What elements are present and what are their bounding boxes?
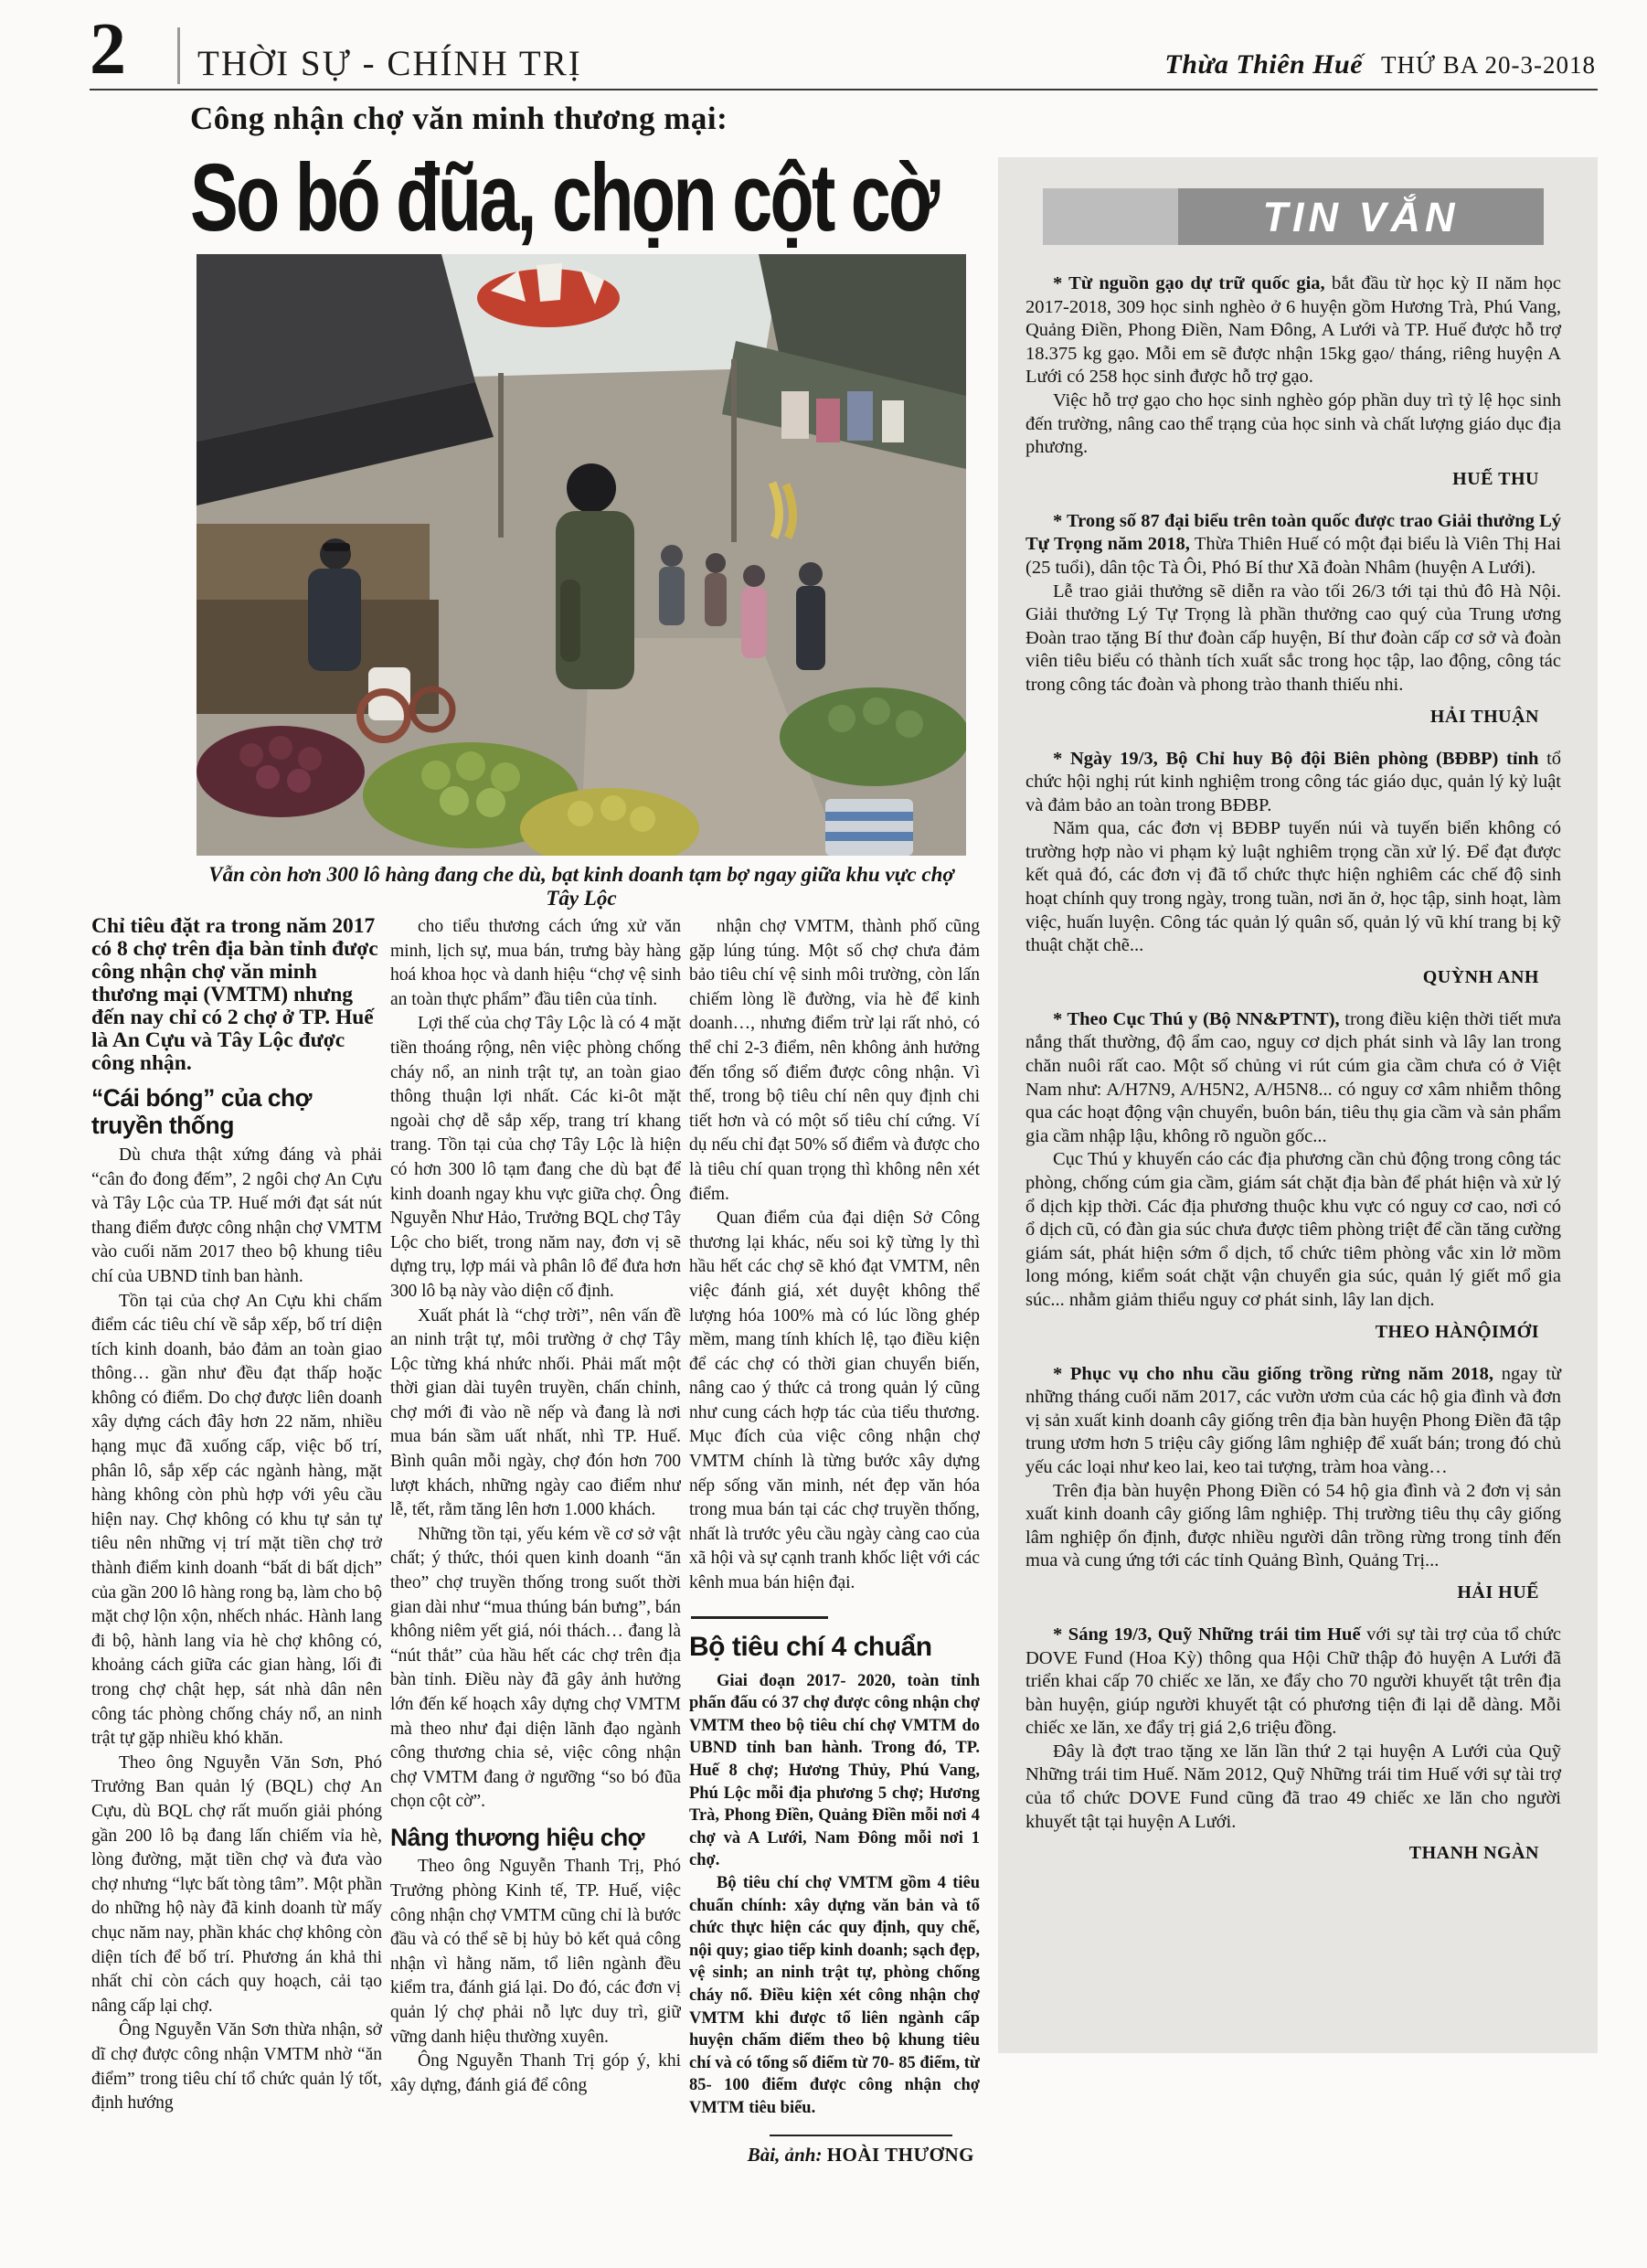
byline-label: Bài, ảnh: xyxy=(747,2143,823,2166)
photo-caption: Vẫn còn hơn 300 lô hàng đang che dù, bạt kinh doanh tạm bợ ngay giữa khu vực chợ Tây Lộc xyxy=(208,863,954,910)
brief-news-item xyxy=(1025,510,1561,728)
page-header xyxy=(90,9,1598,90)
brief-lead: * Từ nguồn gạo dự trữ quốc gia, xyxy=(1053,273,1325,293)
paragraph: Tồn tại của chợ An Cựu khi chấm điểm các tiêu chí về sắp xếp, bố trí diện tích kinh doanh, bảo đảm an toàn giao thông… gần như đều đạt thấp hoặc không có điểm. Do chợ được liên doanh xây dựng cách đây hơn 22 năm, nhiều hạng mục đã xuống cấp, việc bố trí, phân lô, sắp xếp các ngành hàng, mặt hàng không còn phù hợp với yêu cầu hiện nay. Chợ không có khu tự sản tự tiêu nên những vị trí mặt tiền chợ trở thành điểm kinh doanh “bất di bất dịch” của gần 200 lô hàng rong bạ, làm cho bộ mặt chợ lộn xộn, nhếch nhác. Hành lang đi bộ, hành lang vỉa hè chợ không có, khoảng cách giữa các gian hàng, lối đi trong chợ chật hẹp, sát nhà dân nên công tác phòng chống cháy nổ, an ninh trật tự gặp nhiều khó khăn. xyxy=(91,1291,382,1749)
brief-paragraph: Cục Thú y khuyến cáo các địa phương cần chủ động trong công tác phòng, chống cúm gia cầm, giám sát chặt địa bàn để phát hiện và xử lý ổ dịch kịp thời. Các địa phương thuộc khu vực có nguy cơ cao, nơi có ổ dịch cũ, có đàn gia súc chưa được tiêm phòng triệt để cần tăng cường giám sát, phát hiện sớm ổ dịch, tổ chức tiêm phòng vắc xin lở mồm long móng, kiểm soát chặt vận chuyển gia súc, quản lý giết mổ gia súc... nhằm giảm thiểu nguy cơ phát sinh, lây lan dịch. xyxy=(1025,1149,1561,1310)
paragraph: Những tồn tại, yếu kém về cơ sở vật chất; ý thức, thói quen kinh doanh “ăn theo” chợ truyền thống trong suốt thời gian dài như “mua thúng bán bưng”, bán không niêm yết giá, nói thách… đang là “nút thắt” của hầu hết các chợ trên địa bàn tỉnh. Điều này đã gây ảnh hưởng lớn đến kế hoạch xây dựng chợ VMTM mà theo như đại diện lãnh đạo ngành công thương chia sẻ, việc công nhận chợ VMTM đang ở ngưỡng “so bó đũa chọn cột cờ”. xyxy=(390,1524,681,1812)
brief-author: HUẾ THU xyxy=(1452,468,1539,489)
box-paragraph: Bộ tiêu chí chợ VMTM gồm 4 tiêu chuẩn chính: xây dựng văn bản và tổ chức thực hiện các quy định, quy chế, nội quy; giao tiếp kinh doanh; sạch đẹp, vệ sinh; an ninh trật tự, phòng chống cháy nổ. Điều kiện xét công nhận chợ VMTM khi được tổ liên ngành cấp huyện chấm điểm theo bộ khung tiêu chí và có tổng số điểm từ 70- 85 điểm, từ 85- 100 điểm được công nhận chợ VMTM tiêu biểu. xyxy=(689,1873,980,2117)
header-divider-bar xyxy=(177,27,180,84)
brief-paragraph: Đây là đợt trao tặng xe lăn lần thứ 2 tại huyện A Lưới của Quỹ Những trái tim Huế. Năm 2012, Quỹ Những trái tim Huế với sự tài trợ của tổ chức DOVE Fund cũng đã trao 49 chiếc xe lăn cho người khuyết tật tại huyện A Lưới. xyxy=(1025,1741,1561,1832)
brief-lead: * Sáng 19/3, Quỹ Những trái tim Huế xyxy=(1053,1624,1361,1645)
tin-van-header-dark-block xyxy=(1178,188,1544,245)
brief-lead-paragraph xyxy=(1025,510,1561,580)
brief-text: ngay từ những tháng cuối năm 2017, các vườn ươm của các hộ gia đình và đơn vị sản xuất kinh doanh cây giống trên địa bàn huyện Phong Điền đã tập trung ươm hơn 5 triệu cây giống lâm nghiệp để xuất bán; trong đó chủ yếu các loại như keo lai, keo tai tượng, tràm hoa vàng… xyxy=(1025,1363,1562,1477)
paragraph: Theo ông Nguyễn Văn Sơn, Phó Trưởng Ban quản lý (BQL) chợ An Cựu, dù BQL chợ rất muốn giải phóng gần 200 lô bạ đang lấn chiếm vỉa hè, lòng đường, mặt tiền chợ và đưa vào chợ nhưng “lực bất tòng tâm”. Một phần do những hộ này đã kinh doanh từ mấy chục năm nay, phần khác chợ không còn diện tích để bố trí. Phương án khả thi nhất chỉ còn cách quy hoạch, cải tạo nâng cấp lại chợ. xyxy=(91,1752,382,2016)
byline-rule xyxy=(770,2135,952,2136)
tin-van-title: TIN VẮN xyxy=(1262,193,1460,240)
brief-text: tổ chức hội nghị rút kinh nghiệm trong công tác giáo dục, quản lý kỷ luật và đảm bảo an toàn trong BĐBP. xyxy=(1025,748,1562,815)
header-rule xyxy=(90,89,1598,91)
brief-lead-paragraph xyxy=(1025,272,1561,389)
page-number: 2 xyxy=(90,9,126,90)
article-photo xyxy=(197,254,966,856)
brief-lead: * Ngày 19/3, Bộ Chỉ huy Bộ đội Biên phòng (BĐBP) tỉnh xyxy=(1053,748,1539,769)
brief-author: THANH NGÀN xyxy=(1408,1843,1539,1864)
article-column-3 xyxy=(689,915,980,2268)
brief-author: HẢI HUẾ xyxy=(1457,1581,1539,1603)
brief-news-item xyxy=(1025,1624,1561,1864)
brief-news-item xyxy=(1025,272,1561,490)
article-column-2 xyxy=(390,915,681,2268)
brief-text: Thừa Thiên Huế có một đại biểu là Viên Thị Hai (25 tuổi), dân tộc Tà Ôi, Phó Bí thư Xã đoàn Nhâm (huyện A Lưới). xyxy=(1025,534,1561,578)
market-photo-illustration xyxy=(197,254,966,856)
subhead-cai-bong: “Cái bóng” của chợ truyền thống xyxy=(91,1084,313,1140)
masthead xyxy=(1164,49,1596,80)
article-head xyxy=(190,101,969,252)
criteria-box xyxy=(689,1632,980,2120)
brief-text: với sự tài trợ của tổ chức DOVE Fund (Hoa Kỳ) thông qua Hội Chữ thập đỏ huyện A Lưới đã triển khai cấp 70 chiếc xe lăn, xe đẩy cho 70 người khuyết tật trên địa bàn huyện, giúp người khuyết tật có phương tiện đi lại dễ dàng. Mỗi chiếc xe lăn, xe đẩy trị giá 2,6 triệu đồng. xyxy=(1025,1624,1562,1739)
brief-text: trong điều kiện thời tiết mưa nắng thất thường, độ ẩm cao, nguy cơ dịch phát sinh và lây lan trong chăn nuôi rất cao. Một số chủng vi rút cúm gia cầm chưa có ở Việt Nam như: A/H7N9, A/H5N2, A/H5N8... có nguy cơ xâm nhiễm thông qua các hoạt động vận chuyển, buôn bán, tiêu thụ gia cầm và sản phẩm gia cầm nhập lậu, không rõ nguồn gốc... xyxy=(1025,1008,1561,1146)
issue-date: THỨ BA 20-3-2018 xyxy=(1381,51,1596,79)
paragraph: Lợi thế của chợ Tây Lộc là có 4 mặt tiền thoáng rộng, nên việc phòng chống cháy nổ, an ninh trật tự, an toàn giao thông thuận lợi nhất. Các ki-ôt mặt ngoài chợ dễ sắp xếp, trang trí khang trang. Tồn tại của chợ Tây Lộc là hiện có hơn 300 lô tạm đang che dù bạt để kinh doanh ngay khu vực giữa chợ. Ông Nguyễn Như Hảo, Trưởng BQL chợ Tây Lộc cho biết, trong năm nay, đơn vị sẽ dựng trụ, lợp mái và phân lô để đưa hơn 300 lô bạ này vào diện cố định. xyxy=(390,1014,681,1301)
brief-news-item xyxy=(1025,1008,1561,1343)
brief-lead: * Phục vụ cho nhu cầu giống trồng rừng năm 2018, xyxy=(1053,1363,1494,1384)
article-body xyxy=(91,915,980,2268)
brief-author: HẢI THUẬN xyxy=(1429,706,1539,727)
brief-lead-paragraph xyxy=(1025,1008,1561,1149)
article-headline: So bó đũa, chọn cột cờ xyxy=(190,144,938,252)
brief-text: bắt đầu từ học kỳ II năm học 2017-2018, 309 học sinh nghèo ở 6 huyện gồm Hương Trà, Phú Vang, Quảng Điền, Phong Điền, Nam Đông, A Lưới và TP. Huế được hỗ trợ 18.375 kg gạo. Mỗi em sẽ được nhận 15kg gạo/ tháng, riêng huyện A Lưới có 258 học sinh được hỗ trợ gạo. xyxy=(1025,273,1561,388)
brief-author: THEO HÀNỘIMỚI xyxy=(1375,1321,1539,1342)
paragraph: Xuất phát là “chợ trời”, nên vấn đề an ninh trật tự, môi trường ở chợ Tây Lộc từng khá nhức nhối. Phải mất một thời gian dài tuyên truyền, chấn chỉnh, chợ mới đi vào nề nếp và đang là nơi mua bán sầm uất nhất, nhì TP. Huế. Bình quân mỗi ngày, chợ đón hơn 700 lượt khách, những ngày cao điểm như lễ, tết, rằm tăng lên hơn 1.000 khách. xyxy=(390,1305,681,1520)
paragraph: cho tiểu thương cách ứng xử văn minh, lịch sự, mua bán, trưng bày hàng hoá khoa học và danh hiệu “chợ vệ sinh an toàn thực phẩm” đầu tiên của tỉnh. xyxy=(390,917,681,1009)
tin-van-sidebar xyxy=(998,157,1598,2053)
brief-news-item xyxy=(1025,748,1561,988)
box-title: Bộ tiêu chí 4 chuẩn xyxy=(689,1631,932,1662)
tin-van-header-light-block xyxy=(1043,188,1178,245)
brief-lead-paragraph xyxy=(1025,1624,1561,1741)
section-title: THỜI SỰ - CHÍNH TRỊ xyxy=(197,44,582,83)
paragraph: Quan điểm của đại diện Sở Công thương lại khác, nếu soi kỹ từng ly thì hầu hết các chợ sẽ khó đạt VMTM, nên việc đánh giá, xét duyệt không thể lượng hóa 100% mà có lúc lồng ghép mềm, mang tính khích lệ, tạo điều kiện để các chợ có thời gian chuyển biến, nâng cao ý thức cả trong quản lý cũng như cung cách hợp tác của tiểu thương. Mục đích của việc công nhận chợ VMTM chính là từng bước xây dựng nếp sống văn minh, nét đẹp văn hóa trong mua bán tại các chợ truyền thống, nhất là trước yêu cầu ngày càng cao của xã hội và sự cạnh tranh khốc liệt với các kênh mua bán hiện đại. xyxy=(689,1209,980,1593)
article-lede: Chỉ tiêu đặt ra trong năm 2017 có 8 chợ trên địa bàn tỉnh được công nhận chợ văn minh thương mại (VMTM) nhưng đến nay chỉ có 2 chợ ở TP. Huế là An Cựu và Tây Lộc được công nhận. xyxy=(91,915,378,1075)
tin-van-header xyxy=(1043,188,1544,245)
paper-name: Thừa Thiên Huế xyxy=(1164,49,1364,80)
article-column-1 xyxy=(91,915,382,2268)
article-kicker: Công nhận chợ văn minh thương mại: xyxy=(190,101,728,136)
paragraph: Dù chưa thật xứng đáng và phải “cân đo đong đếm”, 2 ngôi chợ An Cựu và Tây Lộc của TP. Huế mới đạt sát nút thang điểm được công nhận chợ VMTM vào cuối năm 2017 theo bộ khung tiêu chí của UBND tỉnh ban hành. xyxy=(91,1145,382,1286)
brief-paragraph: Việc hỗ trợ gạo cho học sinh nghèo góp phần duy trì tỷ lệ học sinh đến trường, nâng cao thể trạng của học sinh và chất lượng giáo dục địa phương. xyxy=(1025,389,1561,458)
brief-lead: * Trong số 87 đại biểu trên toàn quốc được trao Giải thưởng Lý Tự Trọng năm 2018, xyxy=(1025,510,1561,555)
box-paragraph: Giai đoạn 2017- 2020, toàn tỉnh phấn đấu có 37 chợ được công nhận chợ VMTM theo bộ tiêu chí chợ VMTM do UBND tỉnh ban hành. Trong đó, TP. Huế 8 chợ; Hương Thủy, Phú Vang, Phú Lộc mỗi địa phương 5 chợ; Hương Trà, Phong Điền, Quảng Điền mỗi nơi 4 chợ và A Lưới, Nam Đông mỗi nơi 1 chợ. xyxy=(689,1671,980,1870)
paragraph: Ông Nguyễn Thanh Trị góp ý, khi xây dựng, đánh giá để công xyxy=(390,2051,681,2095)
byline-author: HOÀI THƯƠNG xyxy=(826,2143,974,2166)
paragraph: nhận chợ VMTM, thành phố cũng gặp lúng túng. Một số chợ chưa đảm bảo tiêu chí vệ sinh môi trường, còn lấn chiếm lòng lề đường, vỉa hè để kinh doanh…, nhưng điểm trừ lại rất nhỏ, có thể chỉ 2-3 điểm, nên không ảnh hưởng đến tổng số điểm được công nhận. Vì thế, trong bộ tiêu chí nên quy định chi tiết hơn và có một số tiêu chí cứng. Ví dụ nếu chỉ đạt 50% số điểm và được cho là tiêu chí quan trọng thì không nên xét điểm. xyxy=(689,917,980,1204)
brief-lead-paragraph xyxy=(1025,748,1561,818)
byline xyxy=(689,2144,980,2167)
brief-lead: * Theo Cục Thú y (Bộ NN&PTNT), xyxy=(1053,1008,1340,1029)
brief-news-item xyxy=(1025,1363,1561,1603)
brief-paragraph: Lễ trao giải thưởng sẽ diễn ra vào tối 26/3 tới tại thủ đô Hà Nội. Giải thưởng Lý Tự Trọng là phần thưởng cao quý của Trung ương Đoàn trao tặng Bí thư đoàn cấp huyện, Bí thư đoàn cấp cơ sở và đoàn viên tiêu biểu có thành tích xuất sắc trong học tập, lao động, công tác trong công tác đoàn và phong trào thanh thiếu nhi. xyxy=(1025,580,1561,695)
box-divider-rule xyxy=(691,1616,828,1619)
subhead-nang-thuong-hieu: Nâng thương hiệu chợ xyxy=(390,1823,644,1851)
brief-paragraph: Năm qua, các đơn vị BĐBP tuyến núi và tuyến biển không có trường hợp nào vi phạm kỷ luật nghiêm trọng cần xử lý. Để đạt được kết quả đó, các đơn vị đã tổ chức thực hiện nghiêm các chế độ sinh hoạt chính quy trong ngày, trong tuần, nơi ăn ở, học tập, sinh hoạt, làm việc, huấn luyện. Công tác quản lý quân số, quản lý vũ khí trang bị kỹ thuật chặt chẽ... xyxy=(1025,818,1561,956)
paragraph: Theo ông Nguyễn Thanh Trị, Phó Trưởng phòng Kinh tế, TP. Huế, việc công nhận chợ VMTM cũng chỉ là bước đầu và có thể sẽ bị hủy bỏ kết quả công nhận vì hằng năm, tổ liên ngành đều kiểm tra, đánh giá lại. Do đó, các đơn vị quản lý chợ phải nỗ lực duy trì, giữ vững danh hiệu thường xuyên. xyxy=(390,1857,681,2047)
paragraph: Ông Nguyễn Văn Sơn thừa nhận, sở dĩ chợ được công nhận VMTM nhờ “ăn điểm” trong tiêu chí tổ chức quản lý tốt, định hướng xyxy=(91,2020,382,2114)
brief-author: QUỲNH ANH xyxy=(1422,966,1539,987)
brief-lead-paragraph xyxy=(1025,1363,1561,1480)
brief-paragraph: Trên địa bàn huyện Phong Điền có 54 hộ gia đình và 2 đơn vị sản xuất kinh doanh cây giống lâm nghiệp. Thị trường tiêu thụ cây giống lâm nghiệp ổn định, được nhiều người dân trồng rừng trong tỉnh đến mua và cung ứng tới các tỉnh Quảng Bình, Quảng Trị... xyxy=(1025,1480,1561,1571)
